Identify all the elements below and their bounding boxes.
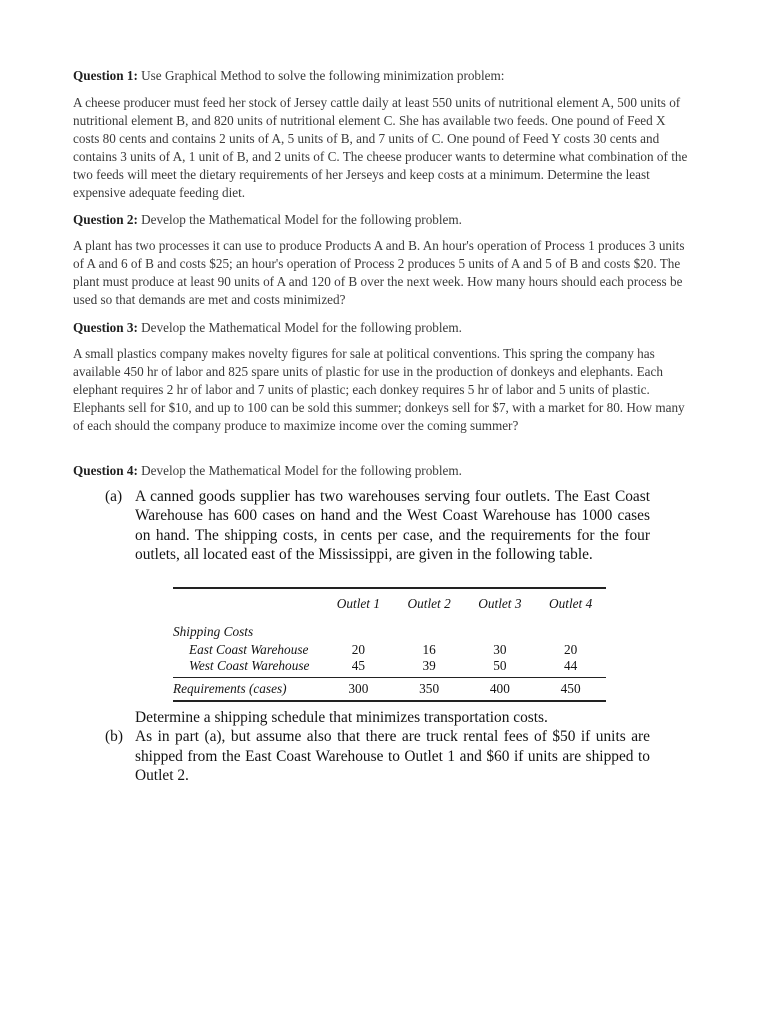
part-a (105, 487, 650, 565)
question-1-label: Question 1: (73, 68, 138, 83)
table-cell: 450 (535, 678, 606, 702)
table-section-label: Shipping Costs (173, 624, 254, 639)
table-row (173, 658, 606, 678)
table-cell: 400 (465, 678, 536, 702)
table-section-row (173, 619, 606, 641)
table-header-row (173, 588, 606, 619)
question-1-instruction: Use Graphical Method to solve the following minimization problem: (141, 68, 505, 83)
table-cell: 30 (493, 641, 507, 657)
table-cell: 16 (422, 641, 436, 657)
part-a-closing-item (105, 708, 650, 727)
question-1-body (73, 94, 695, 203)
table-header-outlet-2: Outlet 2 (394, 588, 465, 619)
question-3-instruction: Develop the Mathematical Model for the following problem. (141, 320, 462, 335)
question-3-heading (73, 319, 462, 337)
part-b-label: (b) (105, 728, 123, 746)
shipping-table (173, 587, 606, 702)
table-requirements-row (173, 678, 606, 702)
table-row (173, 641, 606, 658)
part-a-closing-block (105, 708, 650, 786)
table-header-outlet-1: Outlet 1 (323, 588, 394, 619)
question-2-heading (73, 211, 462, 229)
table-header-outlet-3: Outlet 3 (465, 588, 536, 619)
part-b-text: As in part (a), but assume also that there are truck rental fees of $50 if units are shipped from the East Coast Warehouse to Outlet 1 and $60 if units are shipped to Outlet 2. (135, 728, 650, 785)
question-2-instruction: Develop the Mathematical Model for the following problem. (141, 212, 462, 227)
table-cell: 45 (351, 658, 366, 673)
table-header-blank (173, 588, 323, 619)
table-row-name: East Coast Warehouse (189, 641, 309, 657)
table-header-outlet-4: Outlet 4 (535, 588, 606, 619)
table-cell: 20 (563, 641, 578, 657)
table-row-name: West Coast Warehouse (189, 658, 310, 673)
question-4-instruction: Develop the Mathematical Model for the following problem. (141, 463, 462, 478)
question-1-heading (73, 67, 504, 85)
question-3-text: A small plastics company makes novelty figures for sale at political conventions. This spring the company has available 450 hr of labor and 825 spare units of plastic for use in the production of donkeys and elephants. Each elephant requires 2 hr of labor and 7 units of plastic; each donkey requires 5 hr of labor and 5 units of plastic. Elephants sell for $10, and up to 100 can be sold this summer; donkeys sell for $7, with a market for 80. How many of each should the company produce to maximize income over the coming summer? (73, 346, 685, 434)
part-b-item (105, 727, 650, 785)
table-cell: 44 (563, 658, 578, 673)
question-4-heading (73, 462, 462, 480)
table-cell: 50 (493, 658, 507, 673)
part-a-closing: Determine a shipping schedule that minimizes transportation costs. (135, 709, 548, 726)
table-cell: 350 (394, 678, 465, 702)
table-cell: 300 (323, 678, 394, 702)
question-3-label: Question 3: (73, 320, 138, 335)
part-a-text: A canned goods supplier has two warehouses serving four outlets. The East Coast Warehouse has 600 cases on hand and the West Coast Warehouse has 1000 cases on hand. The shipping costs, in cents per case, and the requirements for the four outlets, all located east of the Mississippi, are given in the following table. (135, 488, 650, 564)
question-4-label: Question 4: (73, 463, 138, 478)
table-requirements-label: Requirements (cases) (173, 678, 323, 702)
question-2-text: A plant has two processes it can use to produce Products A and B. An hour's operation of Process 1 produces 3 units of A and 6 of B and costs $25; an hour's operation of Process 2 produces 5 units of A and 5 of B and costs $20. The plant must produce at least 90 units of A and 120 of B over the next week. How many hours should each process be used so that demands are met and costs minimized? (73, 238, 685, 308)
question-1-text: A cheese producer must feed her stock of Jersey cattle daily at least 550 units of nutritional element A, 500 units of nutritional element B, and 820 units of nutritional element C. She has available two feeds. One pound of Feed X costs 80 cents and contains 2 units of A, 5 units of B, and 7 units of C. One pound of Feed Y costs 30 cents and contains 3 units of A, 1 unit of B, and 2 units of C. The cheese producer wants to determine what combination of the two feeds will meet the dietary requirements of her Jerseys and keep costs at a minimum. Determine the least expensive adequate feeding diet. (73, 95, 688, 201)
part-a-item (105, 487, 650, 565)
question-2-label: Question 2: (73, 212, 138, 227)
question-3-body (73, 345, 695, 435)
table-cell: 20 (351, 641, 366, 657)
question-2-body (73, 237, 695, 309)
table-cell: 39 (422, 658, 436, 673)
part-a-label: (a) (105, 488, 123, 505)
